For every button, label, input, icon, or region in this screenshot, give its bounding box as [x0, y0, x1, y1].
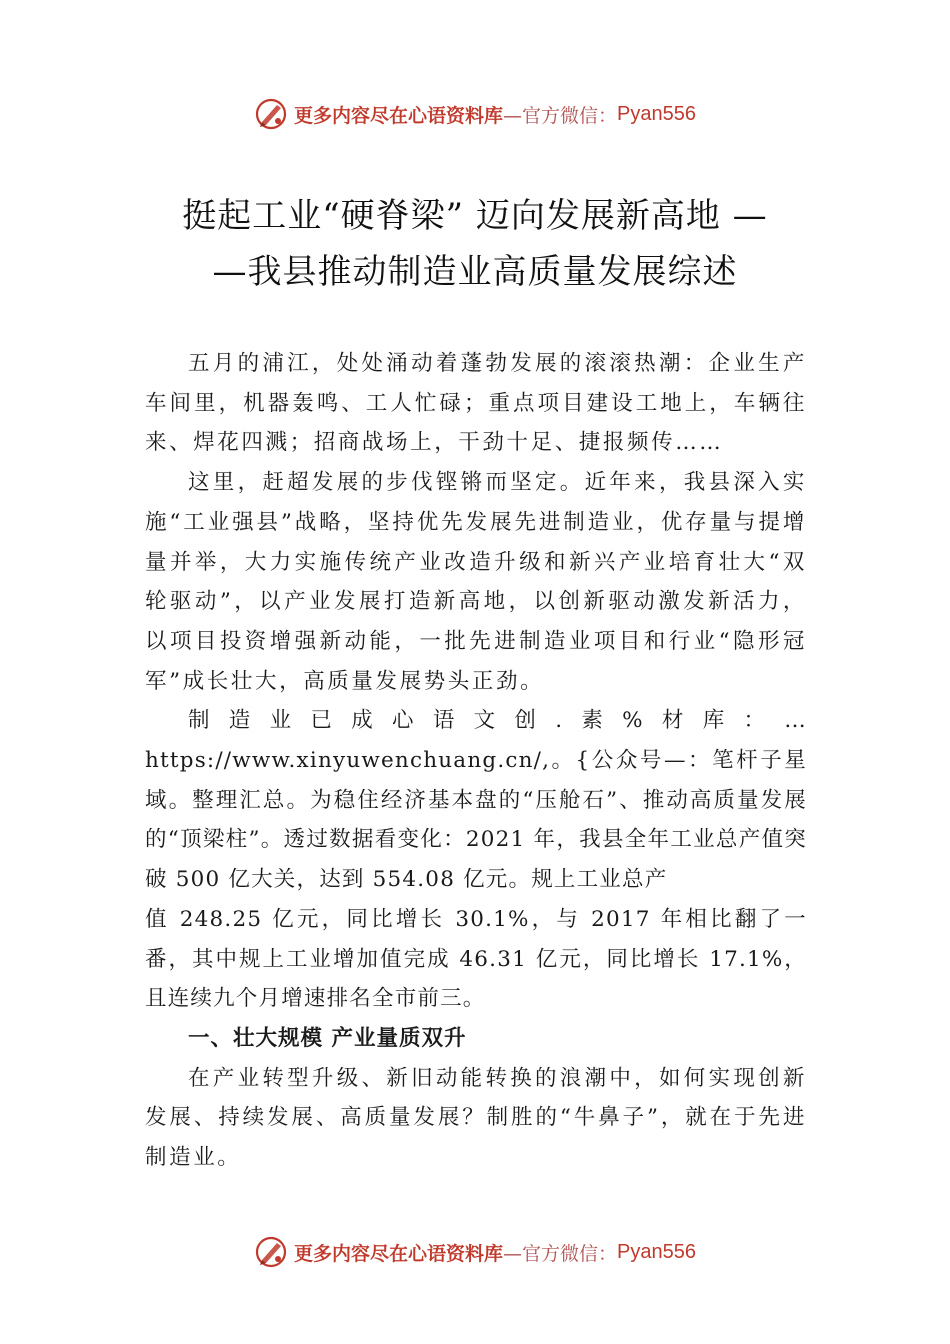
title-line-1: 挺起工业“硬脊梁” 迈向发展新高地 — — [182, 196, 768, 236]
paragraph-2: 这里，赶超发展的步伐铿锵而坚定。近年来，我县深入实施“工业强县”战略，坚持优先发展先进制造业，优存量与提增量并举，大力实施传统产业改造升级和新兴产业培育壮大“双轮驱动”，以产业发展打造新高地，以创新驱动激发新活力，以项目投资增强新动能，一批先进制造业项目和行业“隐形冠军”成长壮大，高质量发展势头正劲。 — [145, 470, 807, 694]
paragraph-3: 制造业已成心语文创.素%材库：…https://www.xinyuwenchuang.cn/,。{公众号—：笔杆子星域。整理汇总。为稳住经济基本盘的“压舱石”、推动高质量发展的“顶梁柱”。透过数据看变化：2021 年，我县全年工业总产值突破 500 亿大关，达到 554.08 亿元。规上工业总产 — [145, 708, 807, 893]
paragraph-4: 值 248.25 亿元，同比增长 30.1%，与 2017 年相比翻了一番，其中规上工业增加值完成 46.31 亿元，同比增长 17.1%，且连续九个月增速排名全市前三。 — [145, 906, 807, 1012]
wechat-handle: Pyan556 — [617, 102, 696, 125]
paragraph-1: 五月的浦江，处处涌动着蓬勃发展的滚滚热潮：企业生产车间里，机器轰鸣、工人忙碌；重点项目建设工地上，车辆往来、焊花四溅；招商战场上，干劲十足、捷报频传…… — [145, 351, 807, 456]
footer-banner — [0, 1232, 950, 1272]
wechat-label: —官方微信： — [503, 1242, 618, 1265]
section-heading: 一、壮大规模 产业量质双升 — [188, 1025, 467, 1051]
wechat-label: —官方微信： — [503, 104, 618, 127]
pen-logo-icon — [254, 97, 288, 131]
title-line-2: —我县推动制造业高质量发展综述 — [212, 252, 738, 292]
pen-logo-icon — [254, 1235, 288, 1269]
article-title — [145, 188, 805, 300]
section-paragraph: 在产业转型升级、新旧动能转换的浪潮中，如何实现创新发展、持续发展、高质量发展？制胜的“牛鼻子”，就在于先进制造业。 — [145, 1065, 807, 1171]
header-banner — [0, 94, 950, 134]
library-name: 更多内容尽在心语资料库 — [294, 1242, 504, 1265]
wechat-handle: Pyan556 — [617, 1240, 696, 1263]
article-body — [145, 344, 807, 1178]
library-name: 更多内容尽在心语资料库 — [294, 104, 504, 127]
